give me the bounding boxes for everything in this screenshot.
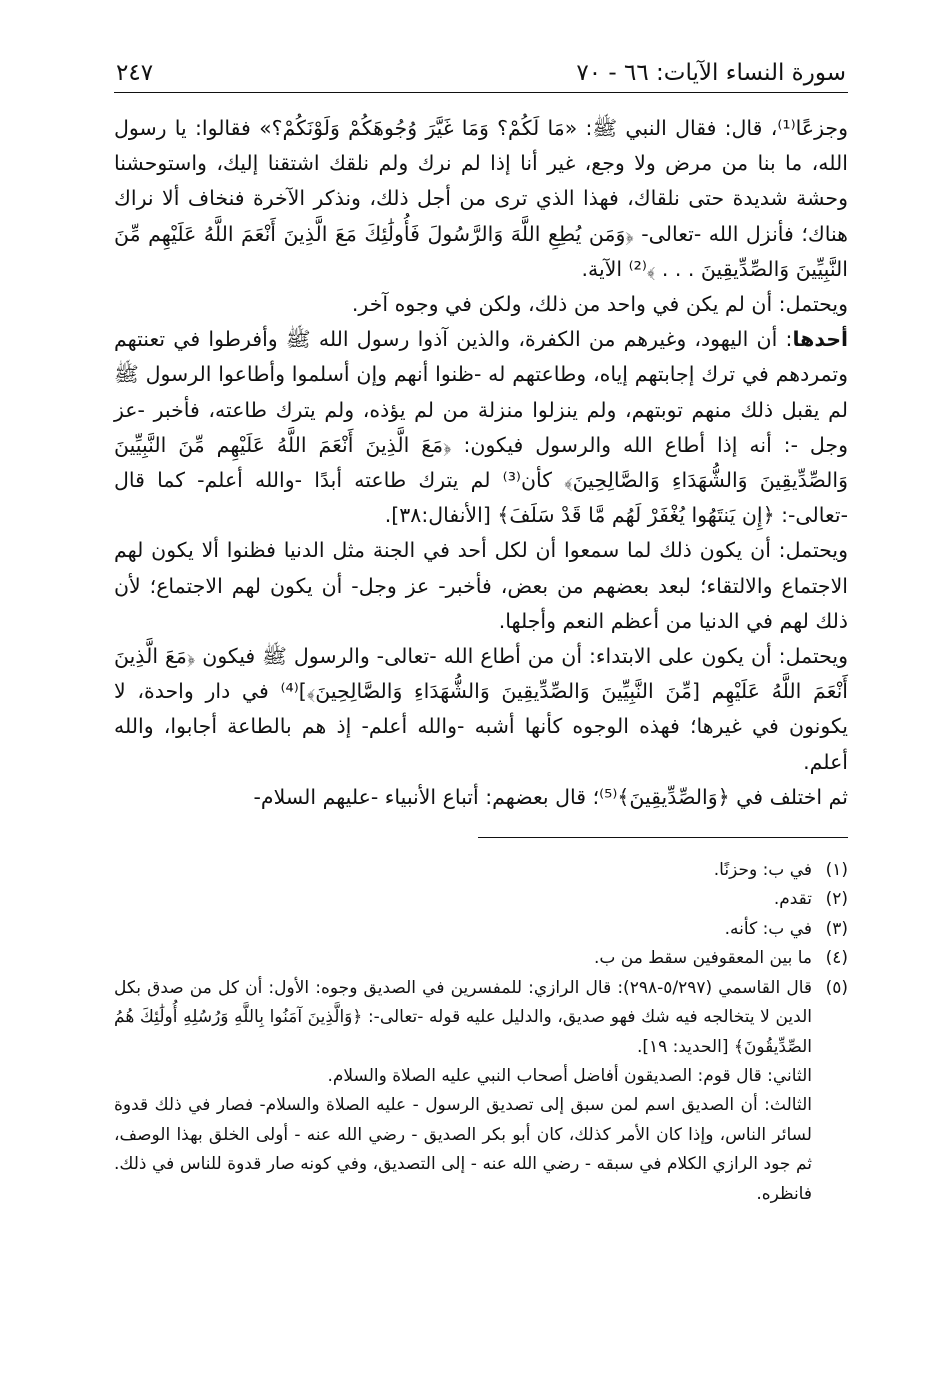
paragraph-6: ثم اختلف في ﴿وَالصِّدِّيقِينَ﴾⁽⁵⁾؛ قال بعضهم: أتباع الأنبياء -عليهم السلام- [253,784,848,809]
paragraph-4: ويحتمل: أن يكون ذلك لما سمعوا أن لكل أحد في الجنة مثل الدنيا فظنوا ألا يكون لهم الاجتماع والالتقاء؛ لبعد بعضهم من بعض، فأخبر- عز وجل- أن يكون لهم الاجتماع؛ لأن ذلك لهم في الدنيا من أعظم النعم وأجلها. [114,538,848,633]
running-header [114,56,848,93]
footnote-text: ما بين المعقوفين سقط من ب. [593,948,812,969]
footnote-number: (٣) [825,918,848,939]
paragraph-5: ويحتمل: أن يكون على الابتداء: أن من أطاع الله -تعالى- والرسول ﷺ فيكون ﴿مَعَ الَّذِينَ أَنْعَمَ اللَّهُ عَلَيْهِم [مِّنَ النَّبِيِّينَ وَالصِّدِّيقِينَ وَالشُّهَدَاءِ وَالصَّالِحِينَ﴾]⁽⁴⁾ في دار واحدة، لا يكونون في غيرها؛ فهذه الوجوه كأنها أشبه -والله أعلم- إذ هم بالطاعة أجابوا، والله أعلم. [114,644,848,774]
paragraph-2: ويحتمل: أن لم يكن في واحد من ذلك، ولكن في وجوه آخر. [351,292,848,317]
footnote [114,856,848,885]
footnote-text: قال القاسمي (٥/٢٩٧-٢٩٨): قال الرازي: للمفسرين في الصديق وجوه: الأول: أن كل من صدق بكل الدين لا يتخالجه فيه شك فهو صديق، والدليل عليه قوله -تعالى-: ﴿وَالَّذِينَ آمَنُوا بِاللَّهِ وَرُسُلِهِ أُولَٰئِكَ هُمُ الصِّدِّيقُونَ﴾ [الحديد: ١٩]. [114,977,812,1057]
surah-title: سورة النساء الآيات: ٦٦ - ٧٠ [576,60,846,86]
paragraph-3 [114,322,848,533]
footnote-text: تقدم. [773,889,812,910]
paragraph-1: وجزعًا⁽¹⁾، قال: فقال النبي ﷺ: «مَا لَكُمْ؟ وَمَا غَيَّرَ وُجُوهَكُمْ وَلَوْنَكُمْ؟» فقالوا: يا رسول الله، ما بنا من مرض ولا وجع، غير أنا إذا لم نرك ولم نلقك اشتقنا إليك، واستوحشنا وحشة شديدة حتى نلقاك، فهذا الذي ترى من أجل ذلك، ونذكر الآخرة فنخاف ألا نراك هناك؛ فأنزل الله -تعالى- ﴿وَمَن يُطِعِ اللَّهَ وَالرَّسُولَ فَأُولَٰئِكَ مَعَ الَّذِينَ أَنْعَمَ اللَّهُ عَلَيْهِم مِّنَ النَّبِيِّينَ وَالصِّدِّيقِينَ . . . ﴾⁽²⁾ الآية. [114,116,848,281]
footnote [114,974,848,1062]
footnotes [114,856,848,1209]
footnote-number: (٢) [825,889,848,910]
footnote-continuation: الثالث: أن الصديق اسم لمن سبق إلى تصديق الرسول - عليه الصلاة والسلام- فصار في ذلك قدوة لسائر الناس، وإذا كان الأمر كذلك، كان أبو بكر الصديق - رضي الله عنه - أولى الخلق بهذا الوصف، ثم جود الرازي الكلام في سبقه - رضي الله عنه - إلى التصديق، وفي كونه صار قدوة للناس في ذلك. فانظره. [114,1095,812,1204]
footnote-number: (٥) [825,977,848,998]
footnote [114,915,848,944]
footnote-text: في ب: وحزنًا. [713,860,812,881]
page-number: ٢٤٧ [116,60,154,86]
footnote-text: في ب: كأنه. [724,918,812,939]
footnote-continuation: الثاني: قال قوم: الصديقون أفاضل أصحاب النبي عليه الصلاة والسلام. [327,1065,812,1086]
footnote-divider [478,837,848,838]
paragraph-3-lead: أحدها [792,327,848,352]
footnote-number: (١) [825,860,848,881]
footnote [114,885,848,914]
paragraph-3-text: : أن اليهود، وغيرهم من الكفرة، والذين آذوا رسول الله ﷺ وأفرطوا في تعنتهم وتمردهم في ترك إجابتهم إياه، وطاعتهم له -ظنوا أنهم وإن أسلموا وأطاعوا الرسول ﷺ لم يقبل ذلك منهم توبتهم، ولم ينزلوا منزلة من لم يؤذه، ولم يترك طاعته، فأخبر -عز وجل -: أنه إذا أطاع الله والرسول فيكون: ﴿مَعَ الَّذِينَ أَنْعَمَ اللَّهُ عَلَيْهِم مِّنَ النَّبِيِّينَ وَالصِّدِّيقِينَ وَالشُّهَدَاءِ وَالصَّالِحِينَ﴾ كأن⁽³⁾ لم يترك طاعته أبدًا -والله أعلم- كما قال -تعالى-: ﴿إِن يَنتَهُوا يُغْفَرْ لَهُم مَّا قَدْ سَلَفَ﴾ [الأنفال:٣٨]. [114,327,848,528]
footnote [114,944,848,973]
main-text [114,111,848,815]
footnote-number: (٤) [825,948,848,969]
